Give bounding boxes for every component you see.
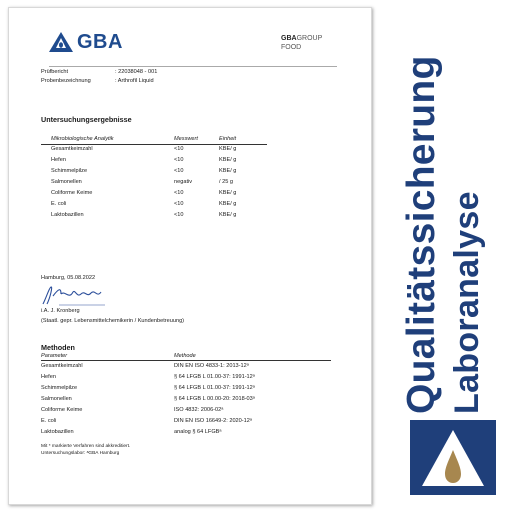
result-name: E. coli <box>51 201 67 207</box>
result-value: <10 <box>174 146 184 152</box>
header-divider <box>49 66 337 67</box>
report-field-label: Probenbezeichnung <box>41 78 91 84</box>
group-label-gba: GBA <box>281 35 297 42</box>
place-date: Hamburg, 05.08.2022 <box>41 275 96 281</box>
result-unit: KBE/ g <box>219 190 237 196</box>
result-name: Salmonellen <box>51 179 82 185</box>
result-unit: / 25 g <box>219 179 233 185</box>
triangle-drop-icon <box>410 420 496 495</box>
method-name: § 64 LFGB L 00.00-20: 2018-03ᵃ <box>174 396 255 402</box>
result-value: <10 <box>174 190 184 196</box>
side-banner <box>384 0 510 420</box>
gba-logo <box>49 26 123 58</box>
side-title-qualitaetssicherung: Qualitätssicherung <box>400 55 443 414</box>
lab-emblem <box>410 420 496 495</box>
method-param: Coliforme Keime <box>41 407 83 413</box>
method-param: Hefen <box>41 374 56 380</box>
report-field-label: Prüfbericht <box>41 69 69 75</box>
result-unit: KBE/ g <box>219 157 237 163</box>
gba-logo-icon <box>49 32 73 52</box>
logo-text: GBA <box>77 30 123 53</box>
report-field-value: : 22038048 - 001 <box>115 69 158 75</box>
result-unit: KBE/ g <box>219 212 237 218</box>
method-name: DIN EN ISO 16649-2: 2020-12ᵃ <box>174 418 252 424</box>
group-label <box>281 34 322 52</box>
result-value: <10 <box>174 168 184 174</box>
footnote-accredited: Mit * markierte Verfahren sind akkreditiert. <box>41 444 131 449</box>
method-param: Gesamtkeimzahl <box>41 363 83 369</box>
group-label-food: FOOD <box>281 44 302 51</box>
method-name: analog § 64 LFGBᵃ <box>174 429 222 435</box>
col-method: Methode <box>174 353 196 359</box>
method-param: Schimmelpilze <box>41 385 78 391</box>
signer-role: (Staatl. gepr. Lebensmittelchemikerin / Kundenbetreuung) <box>41 318 185 324</box>
method-name: § 64 LFGB L 01.00-37: 1991-12ᵃ <box>174 385 255 391</box>
report-field-value: : Arthrofil Liquid <box>115 78 154 84</box>
method-param: E. coli <box>41 418 57 424</box>
result-unit: KBE/ g <box>219 146 237 152</box>
results-header-rule <box>41 144 267 145</box>
result-value: negativ <box>174 179 193 185</box>
method-name: ISO 4832: 2006-02ᵃ <box>174 407 224 413</box>
methods-header-rule <box>41 360 331 361</box>
side-title-laboranalyse: Laboranalyse <box>448 191 486 414</box>
result-name: Laktobazillen <box>51 212 84 218</box>
col-parameter: Parameter <box>41 353 68 359</box>
methods-heading: Methoden <box>41 343 75 352</box>
method-param: Salmonellen <box>41 396 72 402</box>
results-heading: Untersuchungsergebnisse <box>41 115 132 124</box>
result-unit: KBE/ g <box>219 201 237 207</box>
footnote-lab: Untersuchungslabor: ᵃGBA Hamburg <box>41 451 120 456</box>
result-name: Coliforme Keime <box>51 190 93 196</box>
group-label-group: GROUP <box>296 35 323 42</box>
col-unit: Einheit <box>219 136 237 142</box>
result-name: Gesamtkeimzahl <box>51 146 93 152</box>
result-name: Hefen <box>51 157 66 163</box>
result-value: <10 <box>174 201 184 207</box>
method-name: DIN EN ISO 4833-1: 2013-12ᵃ <box>174 363 249 369</box>
method-name: § 64 LFGB L 01.00-37: 1991-12ᵃ <box>174 374 255 380</box>
result-name: Schimmelpilze <box>51 168 88 174</box>
signer-name: i.A. J. Kronberg <box>41 308 80 314</box>
col-analysis: Mikrobiologische Analytik <box>51 136 114 142</box>
result-unit: KBE/ g <box>219 168 237 174</box>
report-document <box>8 7 372 505</box>
result-value: <10 <box>174 157 184 163</box>
method-param: Laktobazillen <box>41 429 74 435</box>
col-value: Messwert <box>174 136 198 142</box>
result-value: <10 <box>174 212 184 218</box>
